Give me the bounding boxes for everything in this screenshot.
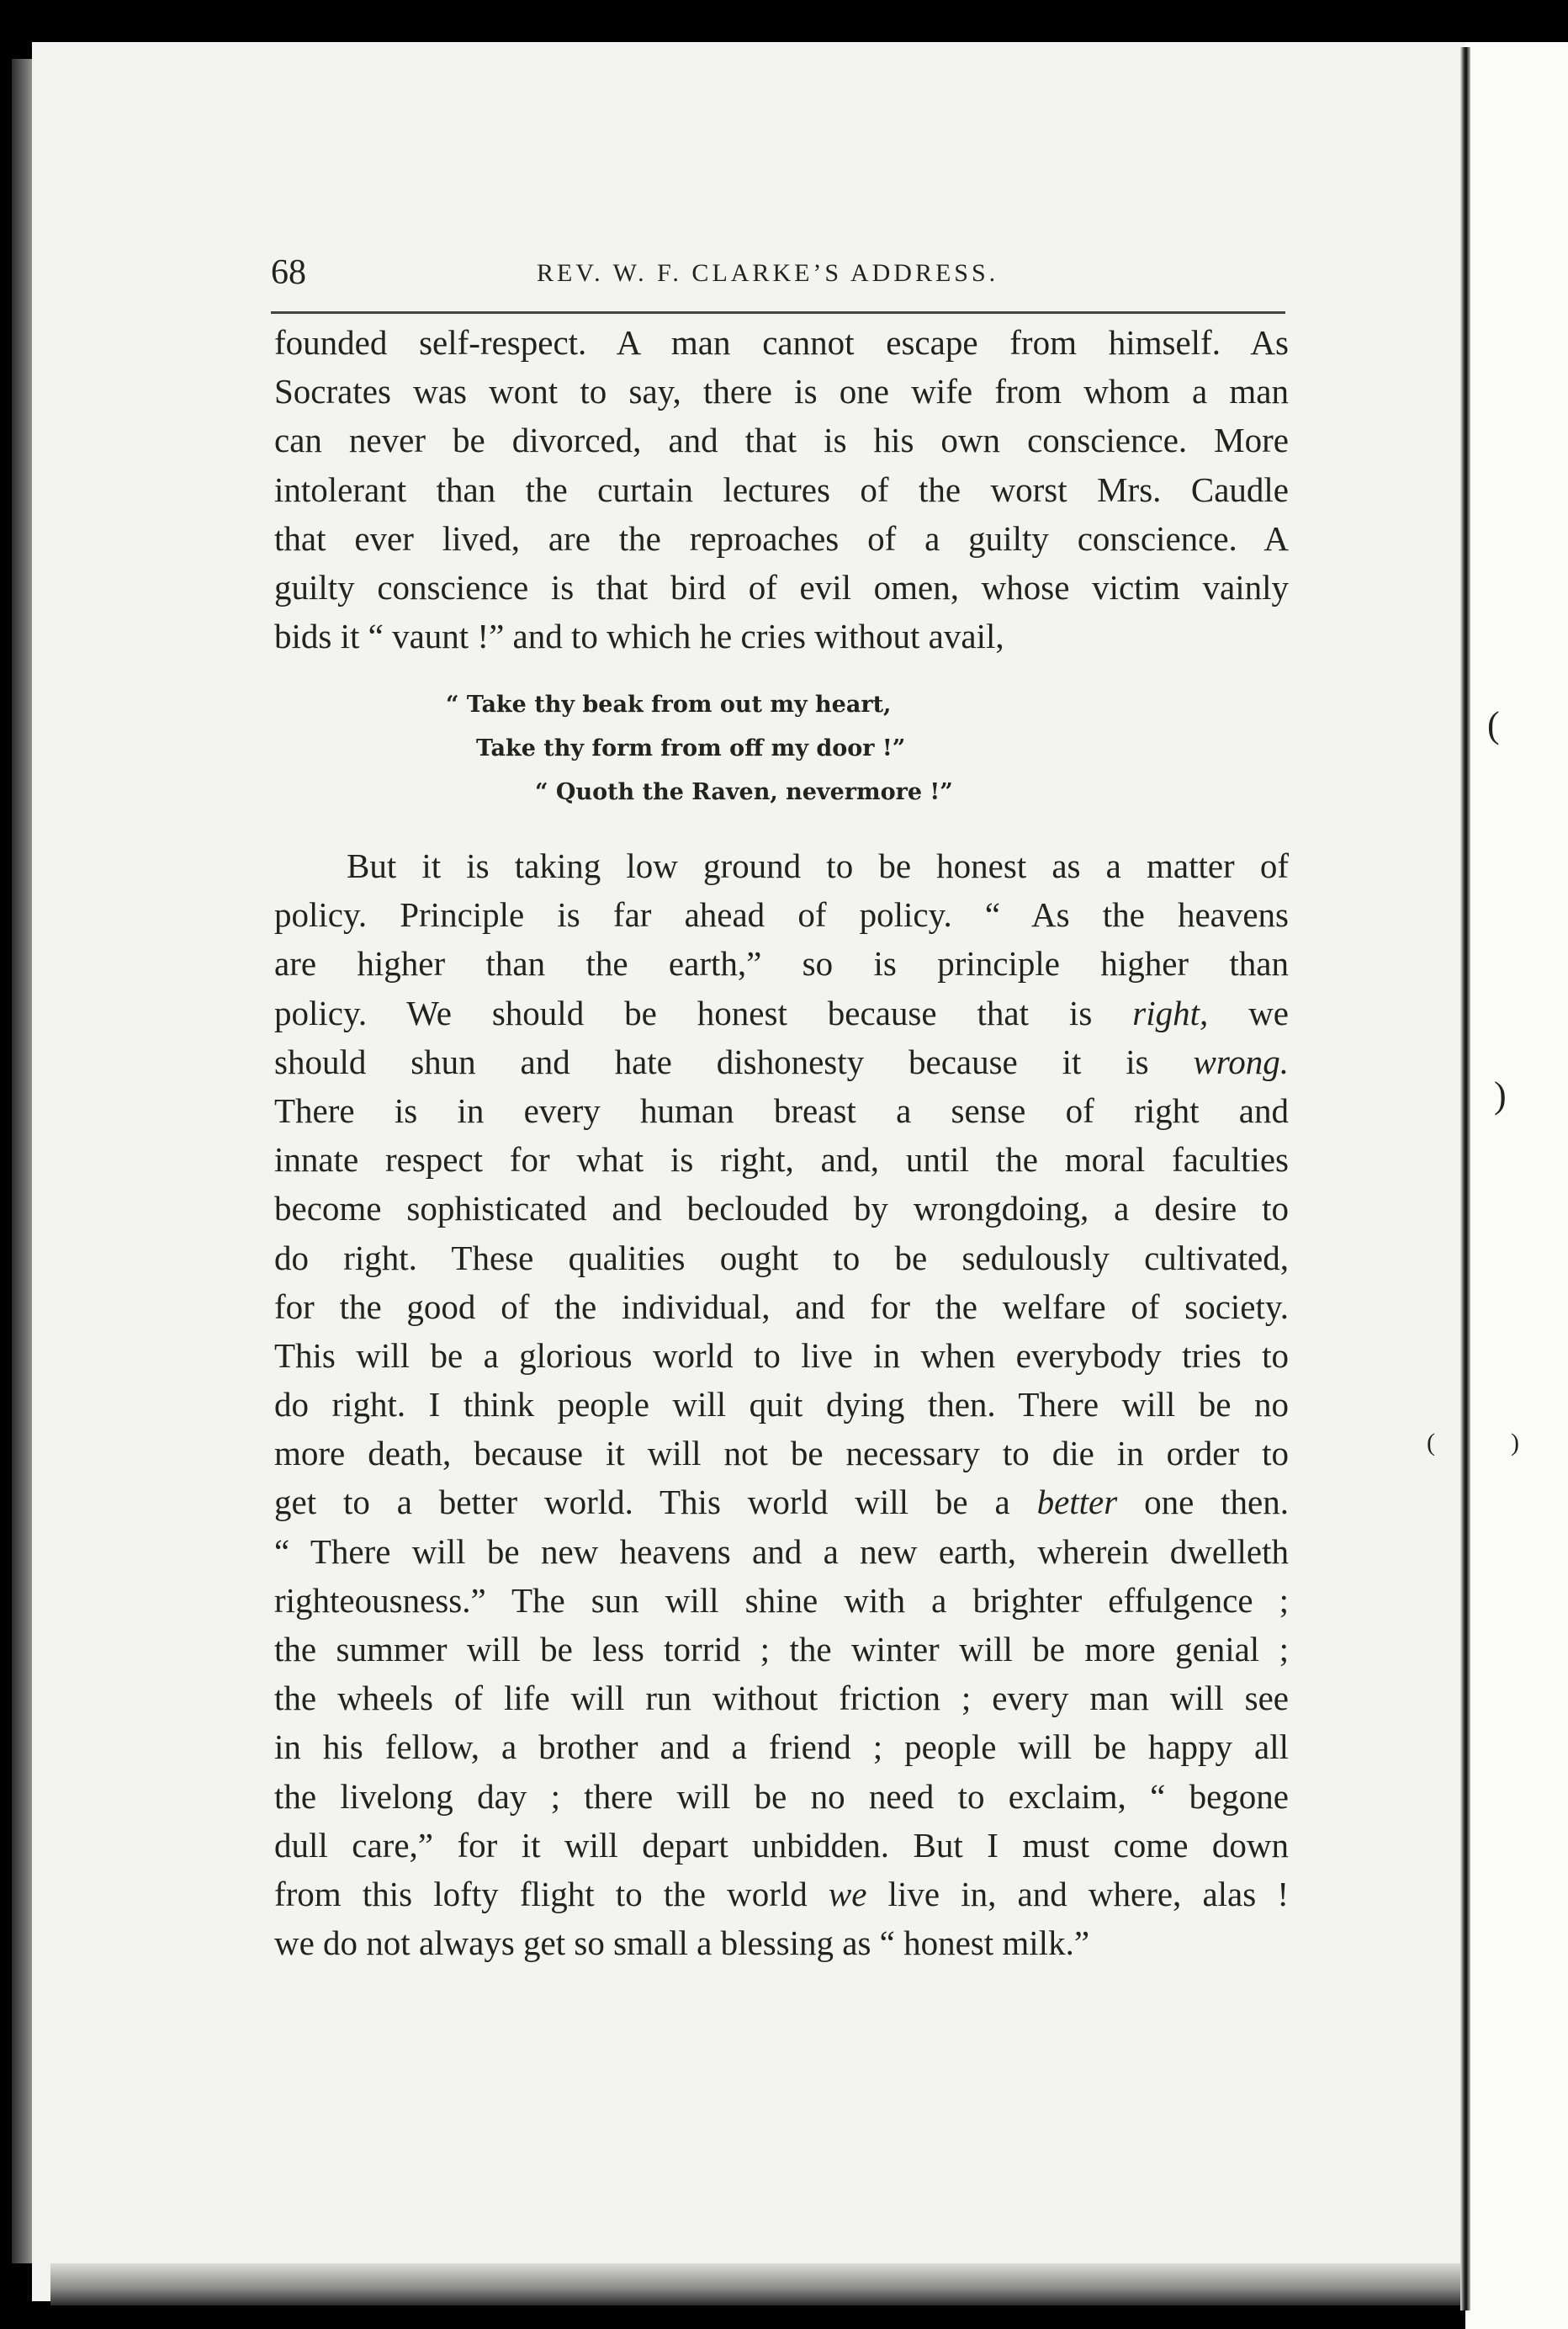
text-line: do right. I think people will quit dying then. There will be no xyxy=(274,1385,1289,1424)
text-line: policy. Principle is far ahead of policy. “ As the heavens xyxy=(274,895,1289,935)
running-head: REV. W. F. CLARKE’S ADDRESS. xyxy=(537,259,999,287)
verse-line: “ Take thy beak from out my heart, xyxy=(446,692,892,718)
text-line: innate respect for what is right, and, until the moral faculties xyxy=(274,1140,1289,1180)
text-segment: from this lofty flight to the world xyxy=(274,1874,808,1913)
text-segment: should shun and hate dishonesty because it is xyxy=(274,1042,1149,1081)
text-line: intolerant than the curtain lectures of the worst Mrs. Caudle xyxy=(274,470,1289,509)
text-segment: policy. We should be honest because that is xyxy=(274,993,1093,1032)
text-line: This will be a glorious world to live in when everybody tries to xyxy=(274,1335,1289,1375)
text-segment: one then. xyxy=(1144,1483,1289,1522)
margin-mark: ( xyxy=(1427,1429,1435,1456)
text-segment: get to a better world. This world will be a xyxy=(274,1483,1010,1522)
text-line: Socrates was wont to say, there is one wife from whom a man xyxy=(274,372,1289,411)
page-bottom-edge xyxy=(50,2263,1481,2305)
text-line: founded self-respect. A man cannot escape from himself. As xyxy=(274,323,1289,362)
text-line: There is in every human breast a sense of right and xyxy=(274,1090,1289,1130)
text-line: But it is taking low ground to be honest as a matter of xyxy=(347,846,1289,885)
text-line: the summer will be less torrid ; the winter will be more genial ; xyxy=(274,1630,1289,1668)
italic-word: right, xyxy=(1132,993,1209,1032)
text-line: do right. These qualities ought to be sedulously cultivated, xyxy=(274,1238,1289,1277)
page-number: 68 xyxy=(271,253,306,292)
verse-line: Take thy form from off my door !” xyxy=(476,735,906,761)
paragraph-2 xyxy=(274,841,1289,1967)
facing-page-edge xyxy=(1465,42,1568,2329)
margin-mark: ( xyxy=(1487,704,1500,745)
text-line: that ever lived, are the reproaches of a guilty conscience. A xyxy=(274,518,1289,558)
text-line: we do not always get so small a blessing as “ honest milk.” xyxy=(274,1923,1090,1963)
text-line: more death, because it will not be necessary to die in order to xyxy=(274,1434,1289,1473)
text-segment: live in, and where, alas ! xyxy=(887,1874,1289,1913)
text-line: righteousness.” The sun will shine with a brighter effulgence ; xyxy=(274,1580,1289,1620)
margin-mark: ) xyxy=(1511,1429,1519,1456)
text-line: bids it “ vaunt !” and to which he cries without avail, xyxy=(274,617,1004,656)
text-line: guilty conscience is that bird of evil omen, whose victim vainly xyxy=(274,567,1289,607)
text-line: the wheels of life will run without friction ; every man will see xyxy=(274,1679,1289,1718)
margin-mark: ) xyxy=(1494,1074,1507,1116)
text-line: “ There will be new heavens and a new earth, wherein dwelleth xyxy=(274,1531,1289,1571)
text-line: for the good of the individual, and for the welfare of society. xyxy=(274,1287,1289,1326)
text-line: can never be divorced, and that is his own conscience. More xyxy=(274,421,1289,460)
text-line xyxy=(274,1037,1289,1086)
page-header xyxy=(271,252,1287,306)
text-line: are higher than the earth,” so is principle higher than xyxy=(274,944,1289,984)
page-gutter-shadow xyxy=(1460,47,1470,2310)
text-line: dull care,” for it will depart unbidden. But I must come down xyxy=(274,1825,1289,1865)
italic-word: wrong. xyxy=(1193,1042,1290,1081)
text-line xyxy=(274,989,1289,1037)
text-line: the livelong day ; there will be no need to exclaim, “ begone xyxy=(274,1776,1289,1816)
header-rule xyxy=(271,311,1285,314)
verse-line: “ Quoth the Raven, nevermore !” xyxy=(535,779,953,805)
italic-word: better xyxy=(1036,1483,1118,1522)
text-line: become sophisticated and beclouded by wrongdoing, a desire to xyxy=(274,1189,1289,1228)
italic-word: we xyxy=(828,1874,867,1913)
text-segment: we xyxy=(1248,993,1289,1032)
paragraph-1 xyxy=(274,318,1289,661)
text-line xyxy=(274,1478,1289,1526)
text-line: in his fellow, a brother and a friend ; people will be happy all xyxy=(274,1727,1289,1767)
text-line xyxy=(274,1870,1289,1918)
